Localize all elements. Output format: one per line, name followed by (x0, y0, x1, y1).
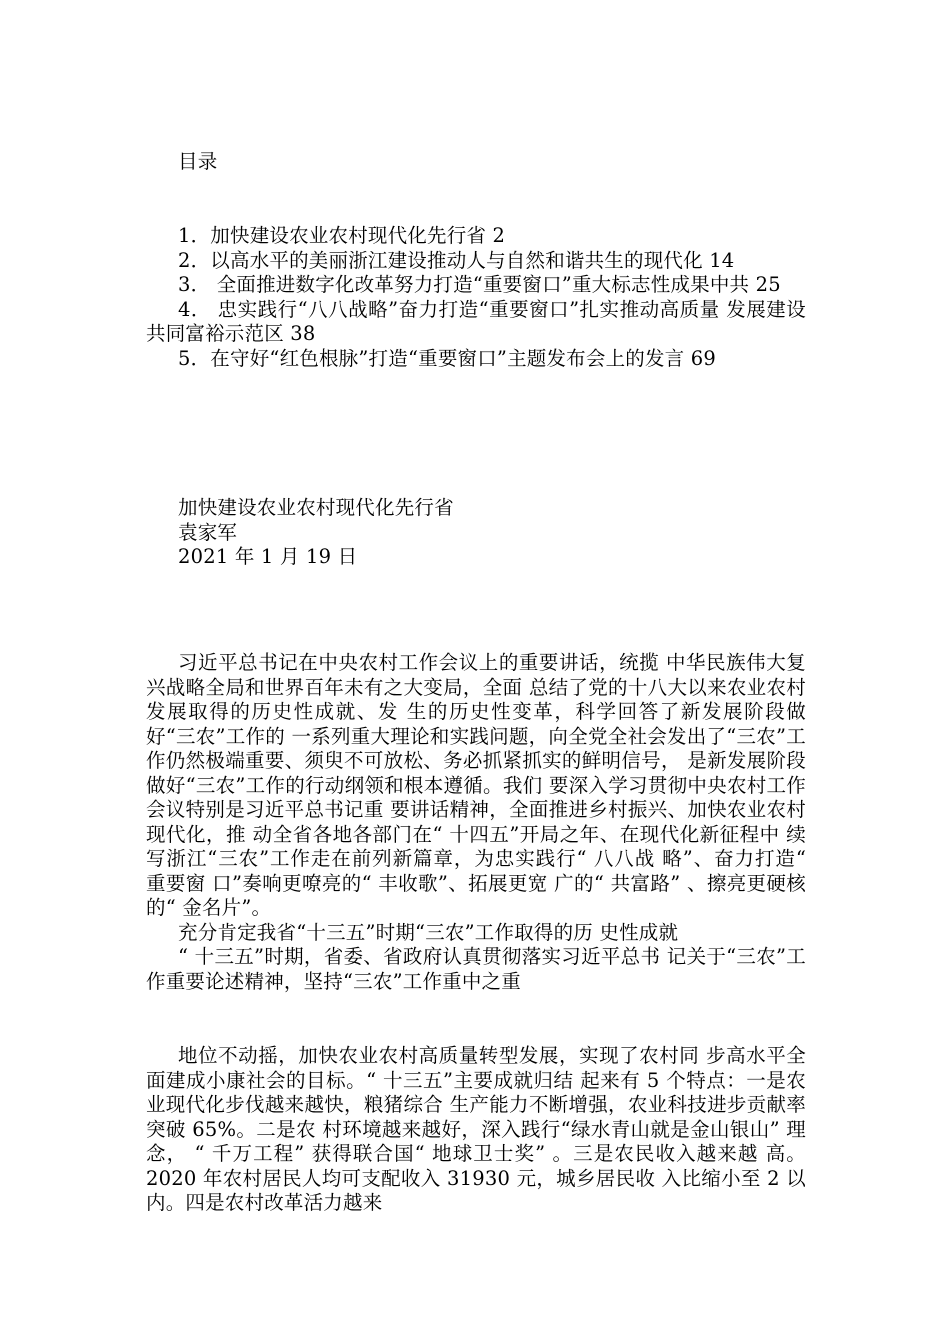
toc-item[interactable]: 5．在守好“红色根脉”打造“重要窗口”主题发布会上的发言 69 (178, 346, 716, 370)
toc-item[interactable]: 2．以高水平的美丽浙江建设推动人与自然和谐共生的现代化 14 (178, 248, 735, 272)
toc-item[interactable]: 1．加快建设农业农村现代化先行省 2 (178, 224, 506, 247)
article-body-continued (146, 1044, 806, 1216)
table-of-contents (146, 224, 806, 371)
toc-item[interactable]: 3． 全面推进数字化改革努力打造“重要窗口”重大标志性成果中共 25 (178, 273, 781, 296)
body-paragraph: 习近平总书记在中央农村工作会议上的重要讲话，统揽 中华民族伟大复兴战略全局和世界百年未有之大变局，全面 总结了党的十八大以来农业农村发展取得的历史性成就、发 生的历史性变革，科学回答了新发展阶段做好“三农”工作的 一系列重大理论和实践问题，向全党全社会发出了“三农”工 作仍然极端重要、须臾不可放松、务必抓紧抓实的鲜明信号， 是新发展阶段做好“三农”工作的行动纲领和根本遵循。我们 要深入学习贯彻中央农村工作会议特别是习近平总书记重 要讲话精神，全面推进乡村振兴、加快农业农村现代化，推 动全省各地各部门在“ 十四五”开局之年、在现代化新征程中 续写浙江“三农”工作走在前列新篇章，为忠实践行“ 八八战 略”、奋力打造“ 重要窗 口”奏响更嘹亮的“ 丰收歌”、拓展更宽 广的“ 共富路” 、擦亮更硬核的“ 金名片”。 (146, 651, 806, 919)
article-title: 加快建设农业农村现代化先行省 (178, 496, 454, 519)
body-paragraph: 地位不动摇，加快农业农村高质量转型发展，实现了农村同 步高水平全面建成小康社会的目标。“ 十三五”主要成就归结 起来有 5 个特点：一是农业现代化步伐越来越快，粮猪综合 生产能力不断增强，农业科技进步贡献率突破 65%。二是农 村环境越来越好，深入践行“绿水青山就是金山银山” 理念， “ 千万工程” 获得联合国“ 地球卫士奖” 。三是农民收入越来越 高。2020 年农村居民人均可支配收入 31930 元，城乡居民收 入比缩小至 2 以内。四是农村改革活力越来 (146, 1044, 806, 1214)
body-paragraph: “ 十三五”时期，省委、省政府认真贯彻落实习近平总书 记关于“三农”工作重要论述精神，坚持“三农”工作重中之重 (146, 945, 806, 993)
toc-heading: 目录 (178, 150, 218, 173)
article-author: 袁家军 (178, 520, 238, 544)
article-header (178, 496, 678, 570)
article-date: 2021 年 1 月 19 日 (178, 545, 358, 568)
toc-item[interactable]: 4． 忠实践行“八八战略”奋力打造“重要窗口”扎实推动高质量 发展建设共同富裕示范区 38 (146, 297, 806, 345)
article-body (146, 651, 806, 994)
section-heading: 充分肯定我省“十三五”时期“三农”工作取得的历 史性成就 (178, 920, 679, 944)
